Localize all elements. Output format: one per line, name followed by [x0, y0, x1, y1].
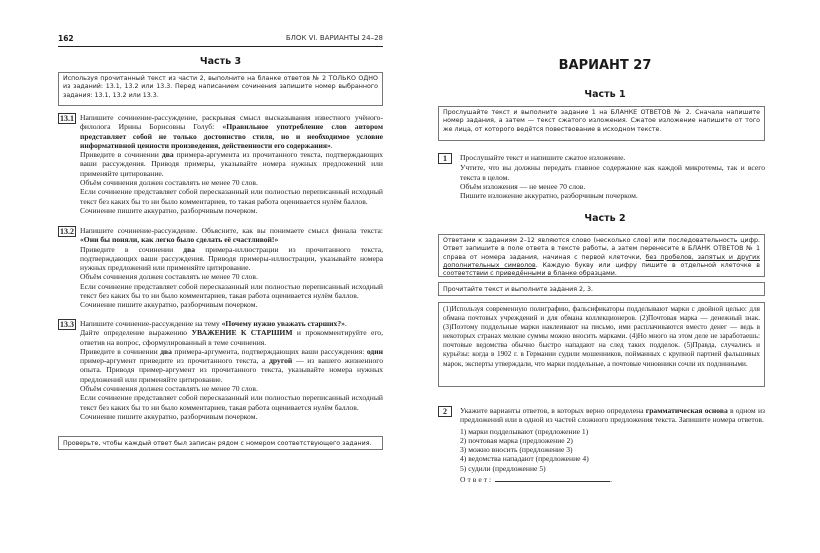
- read-instruction-box: Прочитайте текст и выполните задания 2, 3.: [438, 282, 765, 296]
- task-paragraph: Пишите изложение аккуратно, разборчивым почерком.: [460, 191, 638, 201]
- task-intro: Напишите сочинение-рассуждение, раскрывая смысл высказывания известного учёного-филолога Ирины Борисовны Голуб: «Правильное употребление слов автором представляет собой не только достоинство стиля, но и необходимое условие информативной ценности произведения, действенности его содержания».: [80, 113, 383, 150]
- task-paragraph: Учтите, что вы должны передать главное содержание как каждой микротемы, так и всего текста в целом.: [460, 163, 765, 182]
- footer-note-box: Проверьте, чтобы каждый ответ был записан рядом с номером соответствующего задания.: [58, 436, 383, 450]
- answer-options: [460, 427, 765, 473]
- answer-row: Ответ: .: [460, 475, 612, 485]
- running-head-title: БЛОК VI. ВАРИАНТЫ 24–28: [285, 34, 383, 42]
- task-1: [438, 153, 765, 200]
- variant-title: ВАРИАНТ 27: [558, 58, 652, 73]
- page-number: 162: [58, 34, 74, 43]
- task-13-3: [58, 319, 383, 421]
- task-paragraph: Объём сочинения должен составлять не менее 70 слов.: [80, 178, 258, 188]
- task-number-badge: 13.1: [60, 114, 74, 123]
- task-intro: Напишите сочинение-рассуждение. Объясните, как вы понимаете смысл финала текста: «Они бы поняли, как легко было сделать её счастливой!»: [80, 226, 383, 245]
- answer-field[interactable]: [495, 474, 610, 482]
- task-paragraph: Объём сочинения должен составлять не менее 70 слов.: [80, 384, 258, 394]
- option-3: 3) можно вносить (предложение 3): [460, 445, 573, 455]
- option-5: 5) судили (предложение 5): [460, 463, 546, 473]
- running-header: [58, 34, 383, 47]
- task-paragraph: Объём сочинения должен составлять не менее 70 слов.: [80, 272, 258, 282]
- task-quote: «Почему нужно уважать старших?»: [221, 319, 345, 328]
- task-paragraph: Сочинение пишите аккуратно, разборчивым почерком.: [80, 205, 258, 215]
- task-number-badge: 2: [438, 406, 452, 417]
- task-quote: «Правильное употребление слов автором представляет собой не только достоинство стиля, но и необходимое условие информативной ценности произведения, действенности его содержания»: [80, 122, 383, 150]
- task-paragraph: Сочинение пишите аккуратно, разборчивым почерком.: [80, 300, 258, 310]
- part-3-title: Часть 3: [199, 56, 242, 67]
- task-paragraph: Если сочинение представляет собой пересказанный или полностью переписанный исходный текст без каких бы то ни было комментариев, то такая работа оценивается нулём баллов.: [80, 187, 383, 206]
- option-1: 1) марки подделывают (предложение 1): [460, 426, 589, 436]
- task-2: [438, 406, 765, 484]
- task-quote: «Они бы поняли, как легко было сделать её счастливой!»: [80, 235, 279, 245]
- task-paragraph: Приведите в сочинении два примера-аргумента, подтверждающих ваши рассуждения: один пример-аргумент приведите из прочитанного текста, а другой — из вашего жизненного опыта. Приводя пример-аргумент из прочитанного текста, указывайте номера нужных предложений или применяйте цитирование.: [80, 346, 383, 384]
- task-paragraph: Дайте определение выражению УВАЖЕНИЕ К СТАРШИМ и прокомментируйте его, ответив на вопрос, сформулированный в теме сочинения.: [80, 328, 383, 347]
- task-question: Укажите варианты ответов, в которых верно определена грамматическая основа в одном из предложений или в одной из частей сложного предложения текста. Запишите номера ответов.: [460, 406, 766, 425]
- task-13-2: [58, 226, 383, 310]
- task-paragraph: Прослушайте текст и напишите сжатое изложение.: [460, 153, 626, 162]
- task-number-badge: 13.2: [60, 227, 74, 236]
- part-2-title: Часть 2: [584, 213, 626, 224]
- task-paragraph: Приведите в сочинении два примера-иллюстрации из прочитанного текста, подтверждающих ваши рассуждения. Приводя примеры-иллюстрации, указывайте номера нужных предложений или применяйте цитирование.: [80, 244, 383, 273]
- task-paragraph: Если сочинение представляет собой пересказанный или полностью переписанный исходный текст без каких бы то ни было комментариев, такая работа оценивается нулём баллов.: [80, 393, 383, 412]
- task-paragraph: Сочинение пишите аккуратно, разборчивым почерком.: [80, 411, 258, 421]
- underlined-rule: без пробелов, запятых и других дополнительных символов: [443, 253, 760, 269]
- right-page: [410, 0, 820, 553]
- task-paragraph: Приведите в сочинении два примера-аргумента из прочитанного текста, подтверждающих ваши рассуждения. Приводя примеры, указывайте номера нужных предложений или применяйте цитирование.: [80, 150, 383, 178]
- part-3-instruction-box: Используя прочитанный текст из части 2, выполните на бланке ответов № 2 ТОЛЬКО ОДНО из заданий: 13.1, 13.2 или 13.3. Перед написанием сочинения запишите номер выбранного задания: 13.1, 13.2 или 13.3.: [58, 72, 383, 106]
- part-2-instruction-box: Ответами к заданиям 2–12 являются слово (несколько слов) или последовательность цифр. Ответ запишите в поле ответа в тексте работы, а затем перенесите в БЛАНК ОТВЕТОВ № 1 справа от номера задания, начиная с первой клеточки, без пробелов, запятых и других дополнительных символов. Каждую букву или цифру пишите в отдельной клеточке в соответствии с приведёнными в бланке образцами.: [438, 234, 765, 277]
- option-2: 2) почтовая марка (предложение 2): [460, 435, 573, 445]
- option-4: 4) ведомства нападают (предложение 4): [460, 454, 589, 464]
- part-1-instruction-box: Прослушайте текст и выполните задание 1 на БЛАНКЕ ОТВЕТОВ № 2. Сначала напишите номер задания, а затем — текст сжатого изложения. Сжатое изложение напишите от того же лица, от которого ведётся повествование в исходном тексте.: [438, 106, 765, 141]
- answer-label: Ответ:: [460, 475, 494, 485]
- task-paragraph: Объём изложения — не менее 70 слов.: [460, 181, 586, 191]
- task-intro: Напишите сочинение-рассуждение на тему «Почему нужно уважать старших?».: [80, 319, 347, 328]
- task-number-badge: 1: [438, 153, 452, 164]
- task-number-badge: 13.3: [60, 320, 74, 329]
- reading-passage: (1)Используя современную полиграфию, фальсификаторы подделывают марки с двойной целью: для обмана почтовых учреждений и для обмана коллекционеров. (2)Почтовая марка — денежный знак. (3)Поэтому поддельные марки наклеивают на письмо, ими расплачиваются вместо денег — ведь в некоторых странах мелкие суммы можно вносить марками. (4)Но много на этом деле не заработаешь: почтовые ведомства обычно быстро нападают на след таких подделок. (5)Правда, случались и курьёзы: когда в 1902 г. в Германии судили мошенников, пойманных с крупной партией фальшивых марок, эксперты утверждали, что марки поддельные, а почтовые чиновники сочли их подлинными.: [438, 302, 765, 387]
- task-13-1: [58, 113, 383, 215]
- part-1-title: Часть 1: [584, 89, 626, 100]
- task-paragraph: Если сочинение представляет собой пересказанный или полностью переписанный исходный текст без каких бы то ни было комментариев, такая работа оценивается нулём баллов.: [80, 281, 383, 301]
